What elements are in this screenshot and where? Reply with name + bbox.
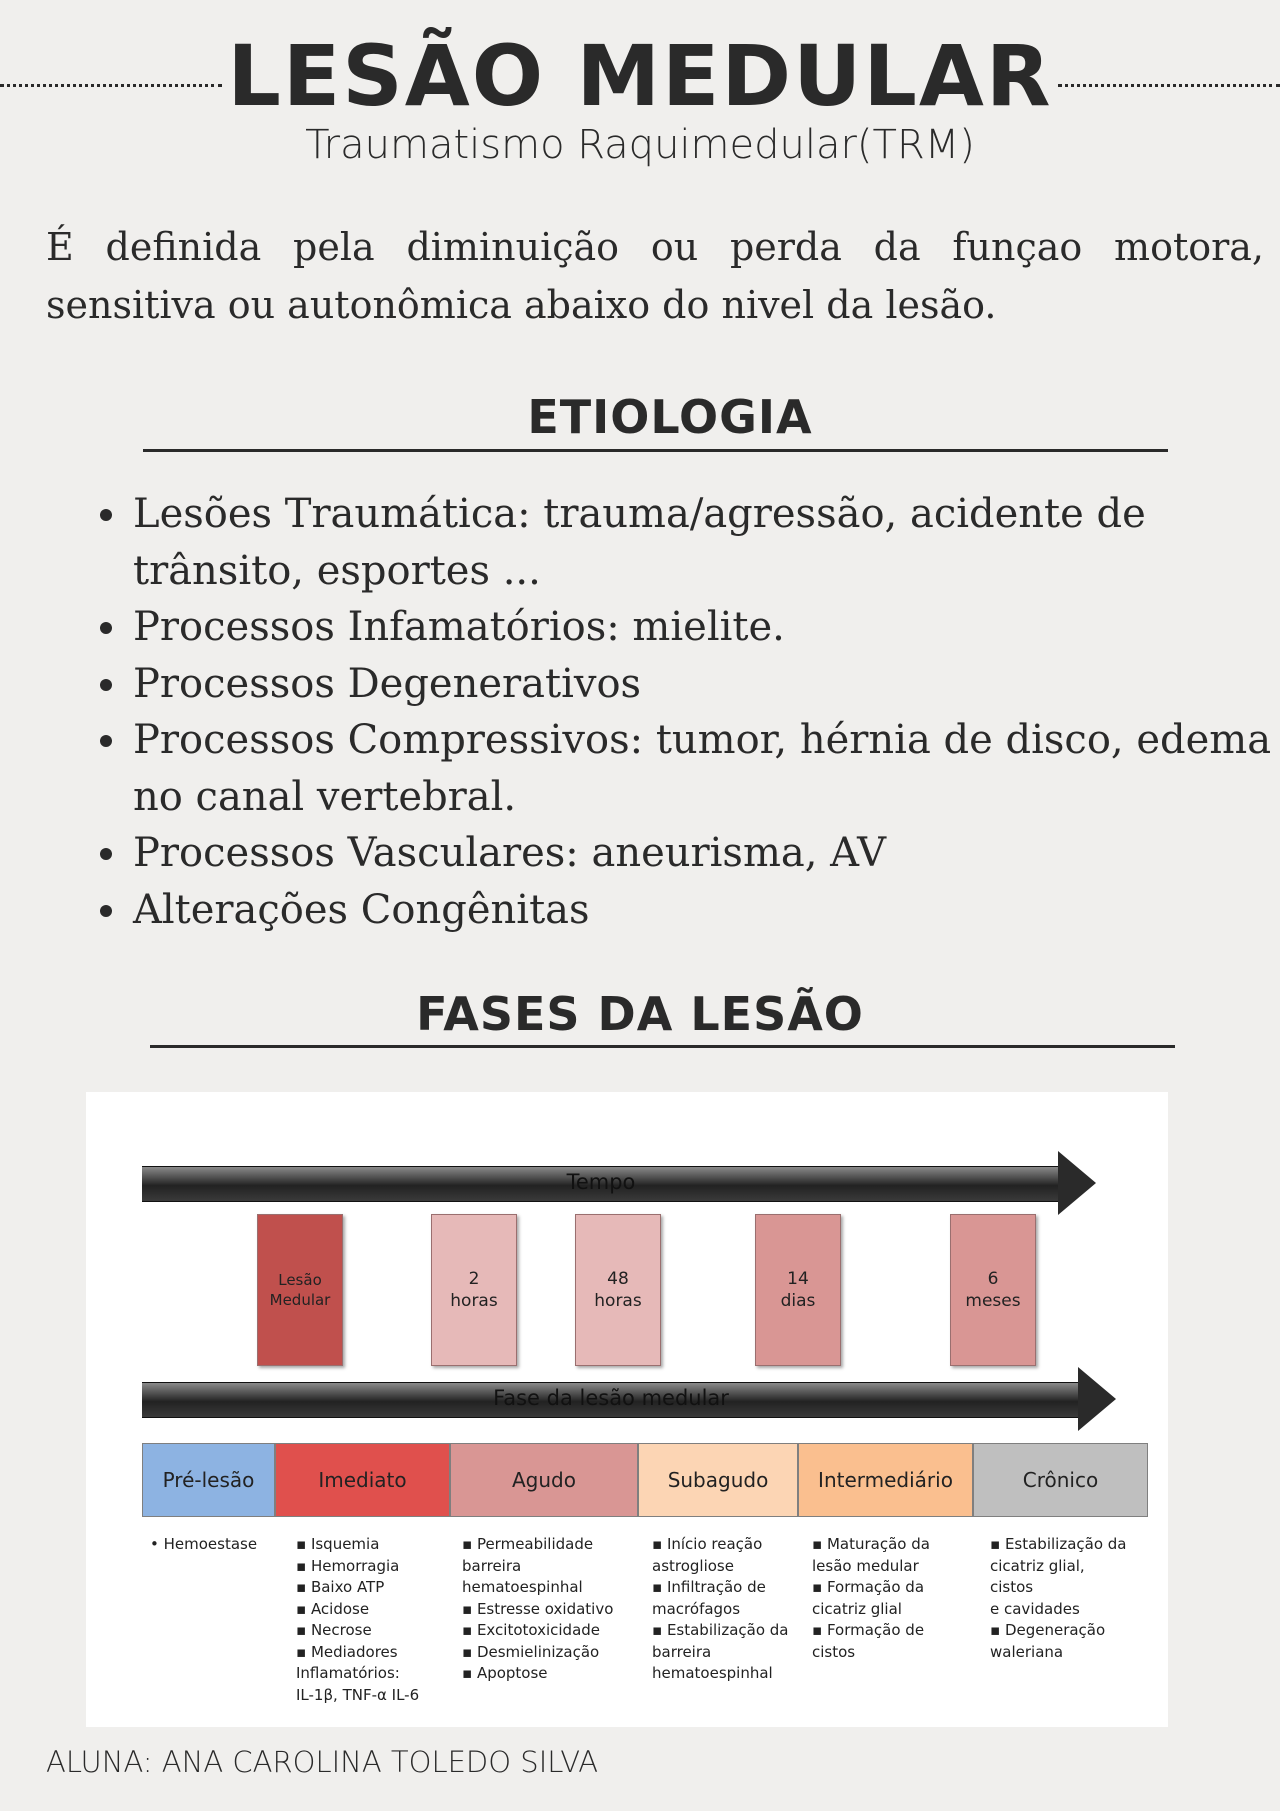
list-item: ▪ Maturação da lesão medular [812,1535,930,1575]
time-box-lesao: Lesão Medular [257,1214,343,1366]
list-item: ▪ Isquemia [296,1535,380,1553]
list-item: ▪ Infiltração de macrófagos [652,1578,766,1618]
time-arrow-label: Tempo [566,1170,636,1194]
phase-list-agudo [462,1534,637,1685]
etiologia-heading: ETIOLOGIA [527,390,813,444]
list-item: ▪ Excitotoxicidade [462,1621,601,1639]
list-item: • Lesões Traumática: trauma/agressão, acidente de trânsito, esportes ... [131,486,1280,599]
dotted-rule-right [1058,84,1280,87]
list-item: • Alterações Congênitas [131,882,1280,939]
phase-box-cronico: Crônico [973,1443,1148,1517]
list-item: ▪ Necrose [296,1621,372,1639]
phase-box-imediato: Imediato [275,1443,450,1517]
list-item: ▪ Degeneração waleriana [990,1621,1106,1661]
phase-list-imediato [296,1534,446,1706]
list-item: • Processos Infamatórios: mielite. [131,599,1280,656]
list-item: • Hemoestase [150,1535,258,1553]
time-box-14d: 14 dias [755,1214,841,1366]
list-item: ▪ Início reação astrogliose [652,1535,763,1575]
list-item: ▪ Estabilização da cicatriz glial, cistos e cavidades [990,1535,1127,1618]
list-item: ▪ Estabilização da barreira hematoespinhal [652,1621,789,1682]
phase-box-pre-lesao: Pré-lesão [142,1443,275,1517]
page-title: LESÃO MEDULAR [227,27,1053,125]
time-box-6m: 6 meses [950,1214,1036,1366]
list-item: ▪ Formação da cicatriz glial [812,1578,925,1618]
list-item: ▪ Hemorragia [296,1556,400,1575]
page-subtitle: Traumatismo Raquimedular(TRM) [305,122,975,168]
phase-list-subagudo [652,1534,802,1685]
phase-arrow-label: Fase da lesão medular [493,1386,729,1410]
list-item: • Processos Vasculares: aneurisma, AV [131,825,1280,882]
time-arrow-head [1058,1151,1096,1215]
list-item: • Processos Degenerativos [131,656,1280,713]
list-item: ▪ Formação de cistos [812,1621,925,1661]
time-box-2h: 2 horas [431,1214,517,1366]
phase-box-agudo: Agudo [450,1443,638,1517]
student-credit: ALUNA: ANA CAROLINA TOLEDO SILVA [46,1745,599,1779]
list-item: ▪ Baixo ATP [296,1578,385,1596]
list-item: ▪ Mediadores Inflamatórios: IL-1β, TNF-α IL-6 [296,1642,420,1704]
phases-figure [86,1092,1168,1727]
definition-paragraph: É definida pela diminuição ou perda da funçao motora, sensitiva ou autonômica abaixo do nivel da lesão. [46,225,1264,327]
fases-heading: FASES DA LESÃO [416,987,864,1041]
list-item: ▪ Acidose [296,1599,370,1618]
list-item: ▪ Apoptose [462,1664,548,1682]
etiologia-divider [143,449,1168,452]
title-row [0,27,1280,125]
list-item: • Processos Compressivos: tumor, hérnia de disco, edema no canal vertebral. [131,712,1280,825]
dotted-rule-left [0,84,222,87]
phase-list-intermediario [812,1534,967,1663]
phase-list-pre-lesao [150,1534,270,1556]
etiologia-list [95,486,1280,938]
list-item: ▪ Permeabilidade barreira hematoespinhal [462,1535,594,1596]
time-box-48h: 48 horas [575,1214,661,1366]
phase-box-subagudo: Subagudo [638,1443,798,1517]
phase-arrow-head [1078,1367,1116,1431]
phase-list-cronico [990,1534,1150,1663]
list-item: ▪ Estresse oxidativo [462,1599,614,1618]
phase-box-intermediario: Intermediário [798,1443,973,1517]
fases-divider [150,1045,1175,1048]
list-item: ▪ Desmielinização [462,1642,600,1661]
